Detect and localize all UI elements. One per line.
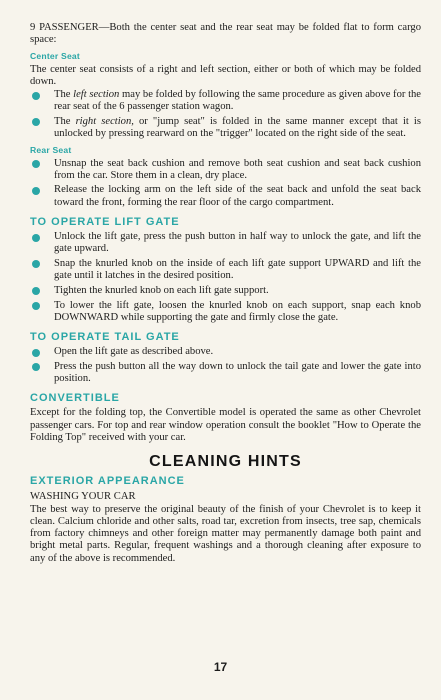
exterior-appearance-heading: EXTERIOR APPEARANCE [30, 475, 185, 488]
center-seat-list [30, 89, 421, 140]
cleaning-hints-title: CLEANING HINTS [149, 453, 302, 471]
list-item: Press the push button all the way down to unlock the tail gate and lower the gate into position. [30, 361, 421, 385]
convertible-heading: CONVERTIBLE [30, 392, 120, 405]
convertible-text: Except for the folding top, the Convertible model is operated the same as other Chevrolet passenger cars. For top and rear window operation consult the booklet "How to Operate the Folding Top" received with your car. [30, 407, 421, 443]
list-item: The left section may be folded by following the same procedure as given above for the rear seat of the 6 passenger station wagon. [30, 89, 421, 113]
list-item: Unlock the lift gate, press the push button in half way to unlock the gate, and lift the gate upward. [30, 231, 421, 255]
rear-seat-list [30, 158, 421, 209]
list-item: Snap the knurled knob on the inside of each lift gate support UPWARD and lift the gate until it latches in the desired position. [30, 258, 421, 282]
center-seat-heading: Center Seat [30, 51, 80, 62]
washing-text: The best way to preserve the original beauty of the finish of your Chevrolet is to keep it clean. Calcium chloride and other salts, road tar, excretion from insects, tree sap, chemicals from factory chimneys and other foreign matter may permanently damage both paint and bright metal parts. Regular, frequent washings and a thorough cleaning after exposure to any of the above is recommended. [30, 503, 421, 564]
list-item: Unsnap the seat back cushion and remove both seat cushion and seat back cushion from the car. Store them in a clean, dry place. [30, 158, 421, 182]
lift-gate-heading: TO OPERATE LIFT GATE [30, 215, 180, 228]
washing-heading: WASHING YOUR CAR [30, 490, 136, 502]
list-item: Open the lift gate as described above. [30, 346, 421, 358]
list-item: To lower the lift gate, loosen the knurled knob on each support, snap each knob DOWNWARD while supporting the gate and firmly close the gate. [30, 300, 421, 324]
bullet-icon [32, 187, 40, 195]
center-seat-text: The center seat consists of a right and left section, either or both of which may be folded down. [30, 63, 421, 87]
bullet-icon [32, 287, 40, 295]
list-item: The right section, or "jump seat" is folded in the same manner except that it is unlocked by pressing rearward on the "trigger" located on the right side of the seat. [30, 116, 421, 140]
tail-gate-list [30, 346, 421, 385]
tail-gate-heading: TO OPERATE TAIL GATE [30, 330, 180, 343]
bullet-icon [32, 363, 40, 371]
bullet-icon [32, 349, 40, 357]
bullet-icon [32, 118, 40, 126]
bullet-icon [32, 302, 40, 310]
list-item: Tighten the knurled knob on each lift gate support. [30, 285, 421, 297]
rear-seat-heading: Rear Seat [30, 145, 72, 156]
page-number: 17 [213, 660, 228, 674]
intro-paragraph: 9 PASSENGER—Both the center seat and the rear seat may be folded flat to form cargo space: [30, 22, 421, 46]
bullet-icon [32, 92, 40, 100]
bullet-icon [32, 260, 40, 268]
list-item: Release the locking arm on the left side of the seat back and unfold the seat back toward the front, forming the rear floor of the cargo compartment. [30, 184, 421, 208]
lift-gate-list [30, 231, 421, 324]
bullet-icon [32, 160, 40, 168]
page-content [30, 22, 421, 565]
bullet-icon [32, 234, 40, 242]
